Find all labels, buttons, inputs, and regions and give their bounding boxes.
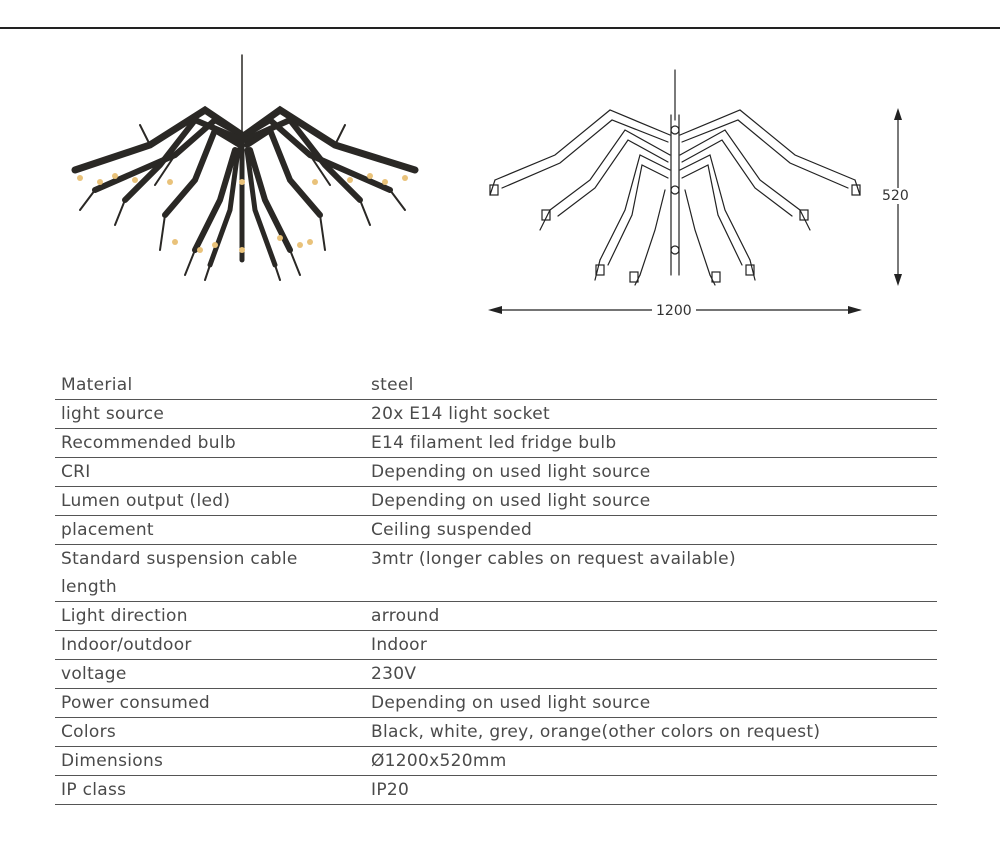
table-row — [55, 602, 937, 631]
spec-value: 3mtr (longer cables on request available) — [365, 545, 937, 602]
chandelier-photo — [55, 50, 430, 285]
spec-value: arround — [365, 602, 937, 631]
table-row — [55, 631, 937, 660]
spec-value: Ø1200x520mm — [365, 747, 937, 776]
top-rule — [0, 27, 1000, 29]
spec-label: Material — [55, 371, 365, 400]
spec-value: Ceiling suspended — [365, 516, 937, 545]
table-row — [55, 718, 937, 747]
spec-label: Power consumed — [55, 689, 365, 718]
table-row — [55, 776, 937, 805]
table-row — [55, 660, 937, 689]
table-row — [55, 747, 937, 776]
table-row — [55, 689, 937, 718]
spec-value: Indoor — [365, 631, 937, 660]
width-dimension-label: 1200 — [652, 303, 696, 319]
spec-label: Dimensions — [55, 747, 365, 776]
spec-value: 230V — [365, 660, 937, 689]
spec-label: Recommended bulb — [55, 429, 365, 458]
table-row — [55, 516, 937, 545]
spec-value: IP20 — [365, 776, 937, 805]
spec-label: Light direction — [55, 602, 365, 631]
table-row — [55, 400, 937, 429]
spec-value: 20x E14 light socket — [365, 400, 937, 429]
spec-label: Lumen output (led) — [55, 487, 365, 516]
spec-label: IP class — [55, 776, 365, 805]
spec-value: steel — [365, 371, 937, 400]
height-dimension-label: 520 — [882, 188, 909, 204]
spec-label: Indoor/outdoor — [55, 631, 365, 660]
spec-label: Colors — [55, 718, 365, 747]
table-row — [55, 545, 937, 602]
spec-value: Depending on used light source — [365, 689, 937, 718]
spec-label: voltage — [55, 660, 365, 689]
table-row — [55, 487, 937, 516]
table-row — [55, 458, 937, 487]
spec-label: placement — [55, 516, 365, 545]
spec-label: light source — [55, 400, 365, 429]
spec-value: Depending on used light source — [365, 458, 937, 487]
table-row — [55, 429, 937, 458]
table-row — [55, 371, 937, 400]
spec-label: CRI — [55, 458, 365, 487]
spec-value: E14 filament led fridge bulb — [365, 429, 937, 458]
specifications-table — [55, 371, 937, 805]
technical-drawing — [480, 60, 930, 330]
spec-value: Depending on used light source — [365, 487, 937, 516]
spec-value: Black, white, grey, orange(other colors on request) — [365, 718, 937, 747]
spec-label: Standard suspension cable length — [55, 545, 365, 602]
